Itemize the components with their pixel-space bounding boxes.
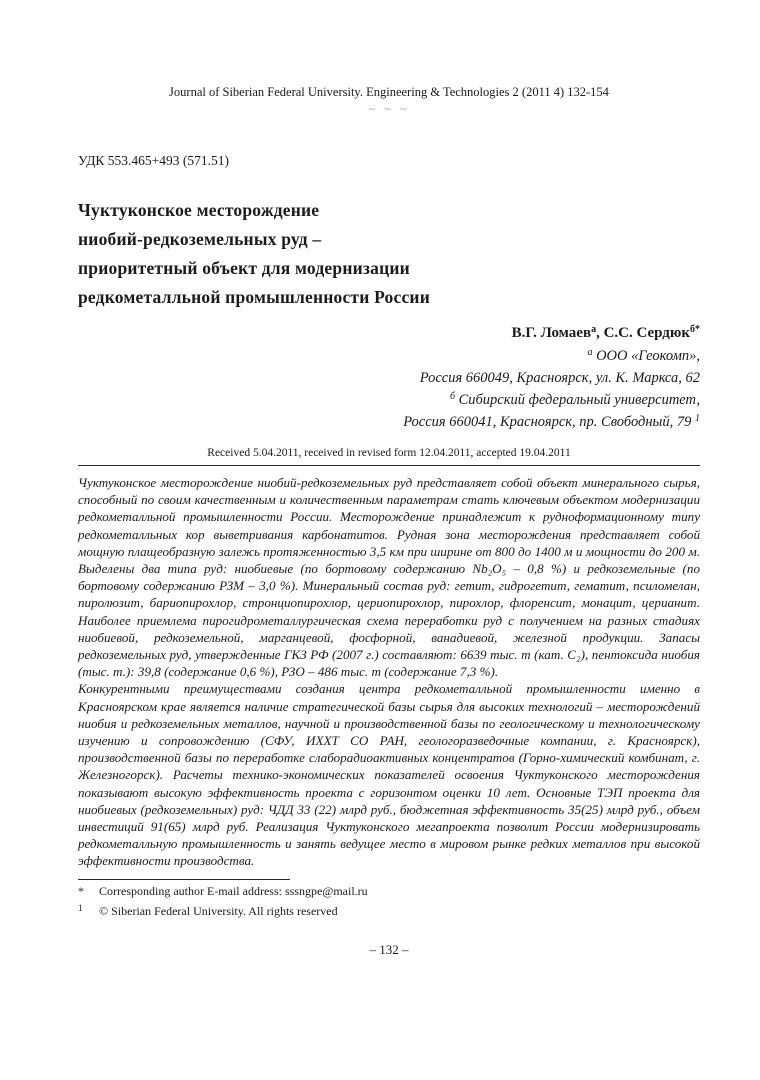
affiliation-line <box>78 367 700 389</box>
author-affiliation-mark: б* <box>690 324 700 335</box>
footnote-block <box>78 879 700 920</box>
footnote-copyright <box>78 900 700 920</box>
footnote-text: © Siberian Federal University. All rights reserved <box>99 903 338 918</box>
author-name: В.Г. Ломаев <box>511 325 592 341</box>
article-title-line: редкометалльной промышленности России <box>78 287 430 307</box>
abstract-paragraph: Конкурентными преимуществами создания центра редкометалльной промышленности именно в Красноярском крае является наличие стратегической базы сырья для высоких технологий – месторождений ниобия и редкоземельных металлов, научной и производственной базы по геологическому и технологическому изучению и сопровождению (СФУ, ИХХТ СО РАН, геологоразведочные компании, г. Красноярск), производственной базы по переработке слаборадиоактивных концентратов (Горно-химический комбинат, г. Железногорск). Расчеты технико-экономических показателей освоения Чуктуконского месторождения показывают высокую эффективность проекта с горизонтом оценки 10 лет. Основные ТЭП проекта для ниобиевых (редкоземельных) руд: ЧДД 33 (22) млрд руб., бюджетная эффективность 35(25) млрд руб., объем инвестиций 91(65) млрд руб. Реализация Чуктуконского мегапроекта позволит России модернизировать редкометалльную промышленность и занять ведущее место в мировом рынке редких металлов при высокой эффективности производства. <box>78 681 700 869</box>
affiliation-mark: б <box>449 391 455 402</box>
affiliation-mark: а <box>587 347 593 358</box>
authors-line <box>78 323 700 343</box>
page-number: – 132 – <box>369 941 409 957</box>
affiliations-block <box>78 345 700 433</box>
ornament-separator: ~ ~ ~ <box>368 102 410 116</box>
author-name: С.С. Сердюк <box>603 325 690 341</box>
article-title-line: Чуктуконское месторождение <box>78 200 320 220</box>
article-title-line: ниобий-редкоземельных руд – <box>78 229 322 249</box>
abstract-text <box>78 474 700 870</box>
footnote-marker: * <box>78 883 84 898</box>
footnote-marker: 1 <box>78 902 83 913</box>
footnote-separator-rule <box>78 879 290 880</box>
affiliation-line <box>78 411 700 433</box>
affiliation-text: Россия 660049, Красноярск, ул. К. Маркса, 62 <box>419 370 700 386</box>
received-dates: Received 5.04.2011, received in revised form 12.04.2011, accepted 19.04.2011 <box>207 447 571 459</box>
footnote-corresponding-author <box>78 883 700 900</box>
article-title-line: приоритетный объект для модернизации <box>78 258 410 278</box>
affiliation-text: Сибирский федеральный университет, <box>454 392 700 408</box>
affiliation-line <box>78 389 700 411</box>
udk-code: УДК 553.465+493 (571.51) <box>78 153 230 168</box>
affiliation-footnote-mark: 1 <box>695 413 700 424</box>
footnote-text: Corresponding author E-mail address: sssngpe@mail.ru <box>99 883 368 898</box>
authors-separator: , <box>596 325 604 341</box>
affiliation-text: Россия 660041, Красноярск, пр. Свободный, 79 <box>403 414 695 430</box>
abstract-top-rule <box>78 465 700 466</box>
abstract-paragraph: Чуктуконское месторождение ниобий-редкоземельных руд представляет собой объект минерального сырья, способный по своим качественным и количественным параметрам стать ключевым объектом модернизации редкометалльной промышленности России. Месторождение принадлежит к рудноформационному типу редкометалльных кор выветривания карбонатитов. Рудная зона месторождения представляет собой мощную плащеобразную залежь протяженностью 3,5 км при ширине от 800 до 1400 м и мощности до 200 м. Выделены два типа руд: ниобиевые (по бортовому содержанию Nb₂O₅ – 0,8 %) и редкоземельные (по бортовому содержанию РЗМ – 3,0 %). Минеральный состав руд: гетит, гидрогетит, гематит, псиломелан, пиролюзит, бариопирохлор, стронциопирохлор, цериопирохлор, пирохлор, флоренсит, монацит, церианит. Наиболее приемлема пирогидрометаллургическая схема переработки руд с получением на разных стадиях ниобиевой, редкоземельной, марганцевой, фосфорной, ванадиевой, железной продукции. Запасы редкоземельных руд, утвержденные ГКЗ РФ (2007 г.) составляют: 6639 тыс. т (кат. С₂), пентоксида ниобия (тыс. т.): 39,8 (содержание 0,6 %), РЗО – 486 тыс. т (содержание 7,3 %). <box>78 475 700 680</box>
affiliation-text: ООО «Геокомп», <box>592 348 700 364</box>
article-title <box>78 196 700 312</box>
author-affiliation-mark: а <box>591 324 597 335</box>
affiliation-line <box>78 345 700 367</box>
journal-header: Journal of Siberian Federal University. Engineering & Technologies 2 (2011 4) 132-154 <box>169 85 609 99</box>
